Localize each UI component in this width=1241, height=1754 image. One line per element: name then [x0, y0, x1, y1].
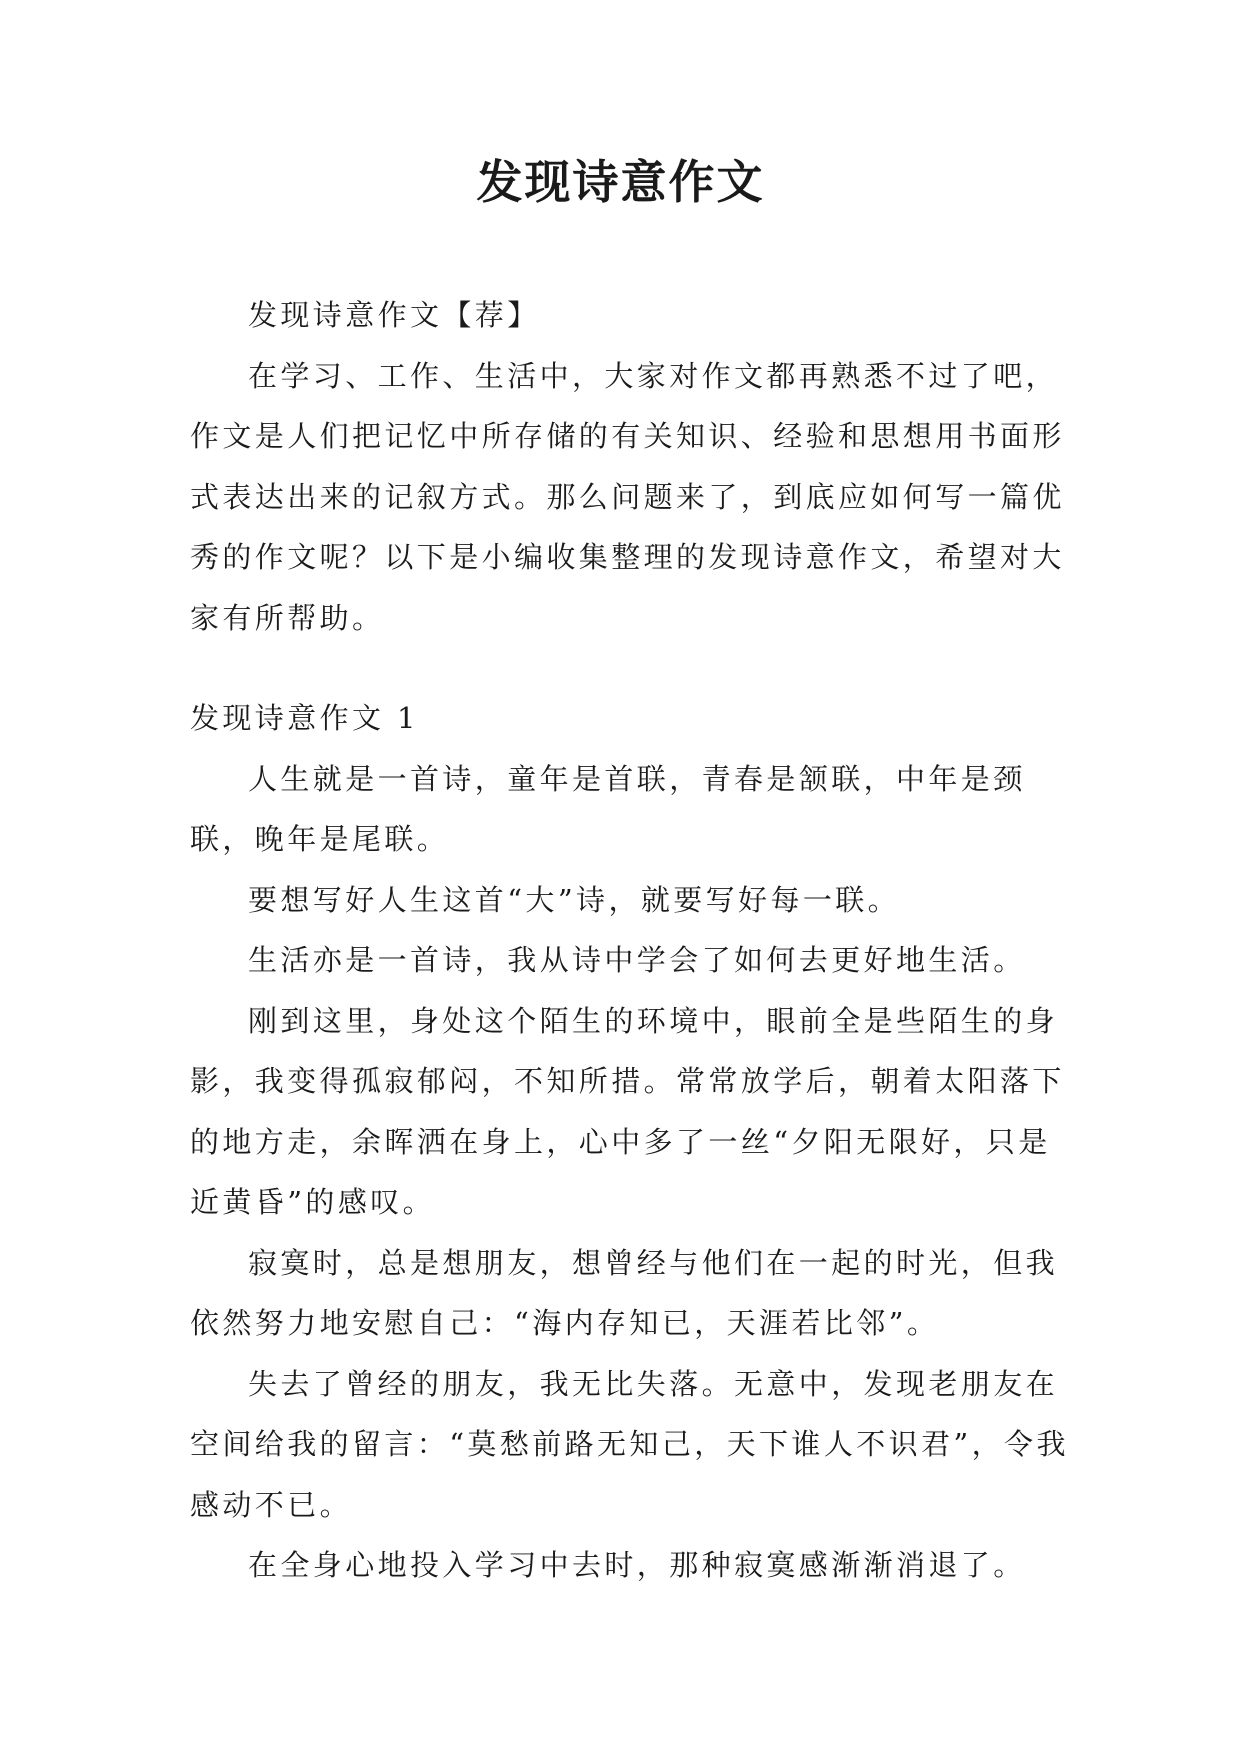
- document-title: 发现诗意作文: [476, 155, 765, 209]
- section-paragraph: 生活亦是一首诗，我从诗中学会了如何去更好地生活。: [248, 943, 1026, 977]
- section-paragraph: 在全身心地投入学习中去时，那种寂寞感渐渐消退了。: [248, 1548, 1026, 1582]
- section-heading: 发现诗意作文 1: [190, 701, 419, 735]
- document-body: [190, 285, 1070, 1596]
- section-paragraph: 要想写好人生这首“大”诗，就要写好每一联。: [248, 882, 901, 917]
- section-paragraph: 人生就是一首诗，童年是首联，青春是颔联，中年是颈联，晚年是尾联。: [190, 761, 1026, 856]
- intro-paragraph: 在学习、工作、生活中，大家对作文都再熟悉不过了吧，作文是人们把记忆中所存储的有关知识、经验和思想用书面形式表达出来的记叙方式。那么问题来了，到底应如何写一篇优秀的作文呢？以下是小编收集整理的发现诗意作文，希望对大家有所帮助。: [190, 358, 1065, 635]
- section-paragraph: 刚到这里，身处这个陌生的环境中，眼前全是些陌生的身影，我变得孤寂郁闷，不知所措。常常放学后，朝着太阳落下的地方走，余晖洒在身上，心中多了一丝“夕阳无限好，只是近黄昏”的感叹。: [190, 1003, 1065, 1219]
- section-paragraph: 失去了曾经的朋友，我无比失落。无意中，发现老朋友在空间给我的留言：“莫愁前路无知己，天下谁人不识君”，令我感动不已。: [190, 1366, 1069, 1522]
- intro-heading: 发现诗意作文【荐】: [248, 298, 540, 332]
- section-paragraph: 寂寞时，总是想朋友，想曾经与他们在一起的时光，但我依然努力地安慰自己：“海内存知已，天涯若比邻”。: [190, 1245, 1059, 1340]
